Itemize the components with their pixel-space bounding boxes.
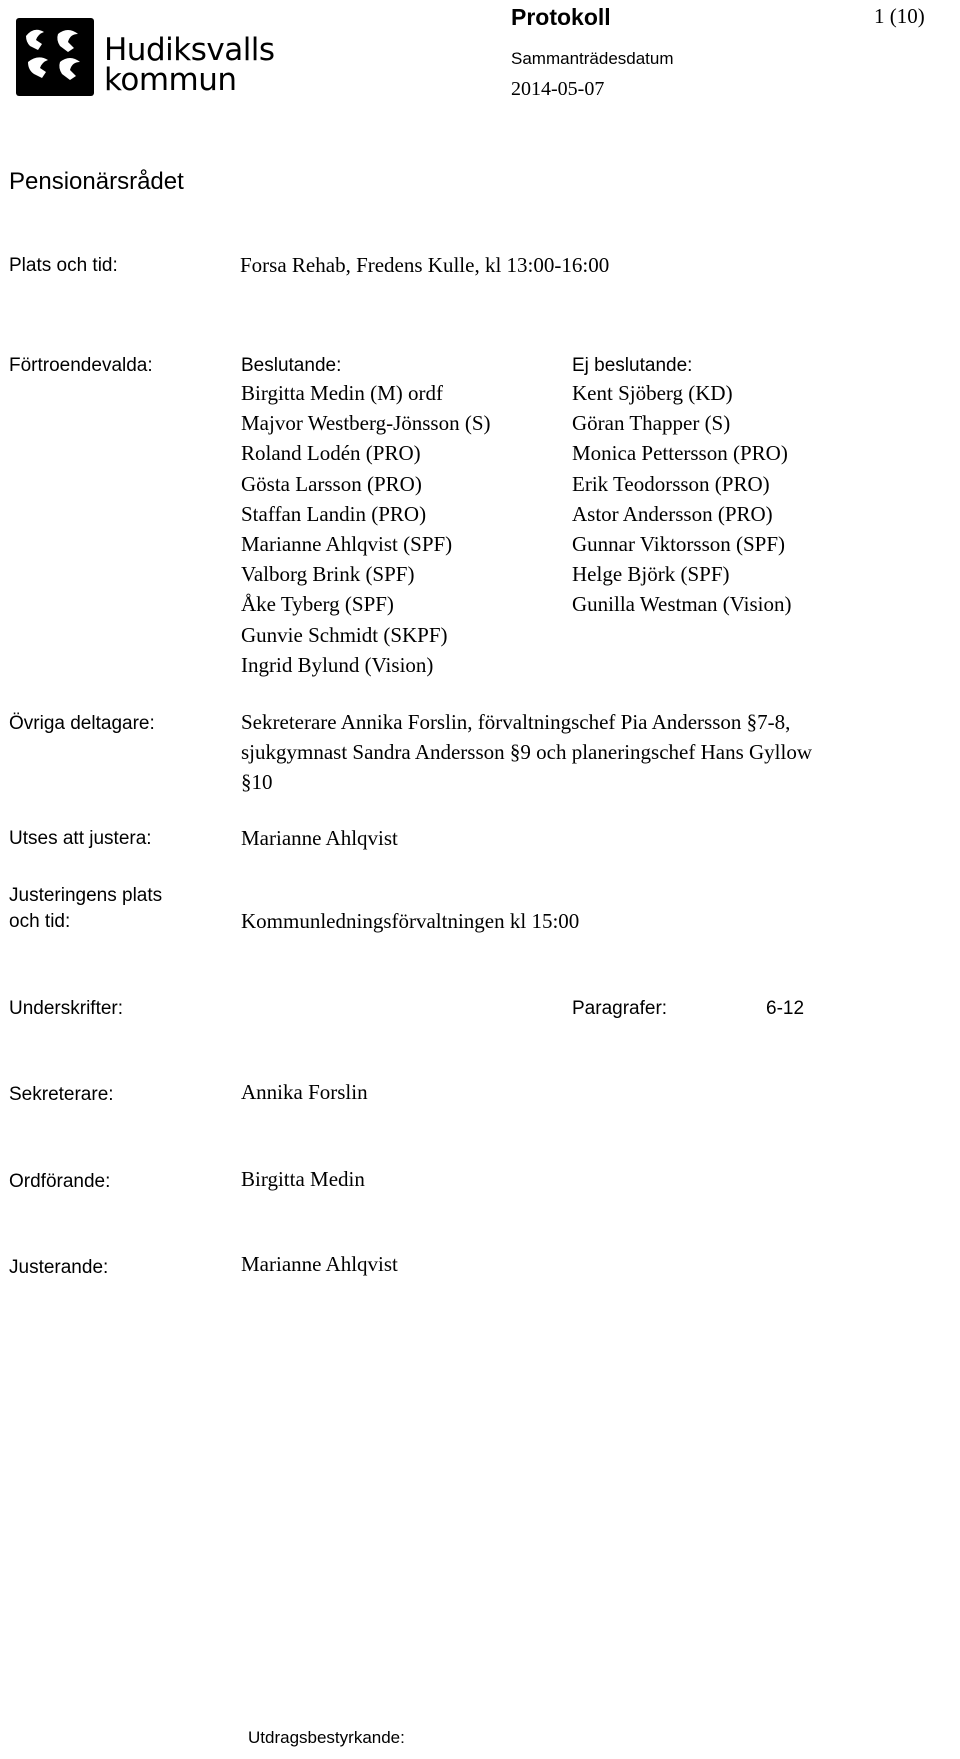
committee-name: Pensionärsrådet [9, 168, 184, 195]
chair-label: Ordförande: [9, 1171, 111, 1192]
adjuster-value: Marianne Ahlqvist [241, 826, 398, 850]
voting-member: Gösta Larsson (PRO) [241, 471, 422, 496]
nonvoting-member: Astor Andersson (PRO) [572, 501, 773, 526]
chair-name: Birgitta Medin [241, 1167, 365, 1191]
place-value: Forsa Rehab, Fredens Kulle, kl 13:00-16:00 [240, 253, 610, 277]
voting-members-list [241, 378, 491, 680]
nonvoting-member: Gunnar Viktorsson (SPF) [572, 532, 786, 557]
voting-member: Åke Tyberg (SPF) [241, 592, 394, 617]
adjust-place-label-line1: Justeringens plats [9, 885, 163, 906]
voting-member: Ingrid Bylund (Vision) [241, 652, 434, 677]
document-title: Protokoll [511, 4, 611, 30]
nonvoting-member: Gunilla Westman (Vision) [572, 592, 792, 617]
nonvoting-member: Erik Teodorsson (PRO) [572, 471, 770, 496]
page-number: 1 (10) [874, 4, 925, 28]
extract-certification-label: Utdragsbestyrkande: [248, 1728, 405, 1747]
meeting-date-value: 2014-05-07 [511, 78, 605, 100]
goat-crest-icon [16, 18, 94, 96]
adjuster-sign-name: Marianne Ahlqvist [241, 1252, 398, 1276]
nonvoting-member: Monica Pettersson (PRO) [572, 441, 788, 466]
meeting-date-label: Sammanträdesdatum [511, 49, 674, 68]
place-label: Plats och tid: [9, 255, 118, 276]
voting-heading: Beslutande: [241, 355, 342, 376]
members-label: Förtroendevalda: [9, 355, 153, 376]
nonvoting-member: Kent Sjöberg (KD) [572, 381, 733, 405]
adjuster-label: Utses att justera: [9, 828, 152, 849]
signatures-label: Underskrifter: [9, 998, 124, 1019]
adjust-place-label-line2: och tid: [9, 911, 71, 932]
others-line2: sjukgymnast Sandra Andersson §9 och planeringschef Hans Gyllow [241, 740, 812, 764]
nonvoting-heading: Ej beslutande: [572, 355, 693, 376]
voting-member: Marianne Ahlqvist (SPF) [241, 532, 453, 557]
voting-member: Valborg Brink (SPF) [241, 562, 415, 587]
secretary-name: Annika Forslin [241, 1080, 368, 1104]
paragraphs-value: 6-12 [766, 998, 805, 1019]
nonvoting-member: Göran Thapper (S) [572, 411, 731, 436]
logo-text-line2: kommun [104, 62, 237, 98]
adjuster-sign-label: Justerande: [9, 1257, 109, 1278]
secretary-label: Sekreterare: [9, 1084, 114, 1105]
paragraphs-label: Paragrafer: [572, 998, 668, 1019]
voting-member: Gunvie Schmidt (SKPF) [241, 622, 448, 647]
voting-member: Staffan Landin (PRO) [241, 501, 427, 526]
others-line3: §10 [241, 770, 273, 794]
nonvoting-members-list [572, 378, 791, 620]
logo-text-line1: Hudiksvalls [104, 32, 275, 68]
voting-member: Majvor Westberg-Jönsson (S) [241, 411, 491, 436]
others-line1: Sekreterare Annika Forslin, förvaltningschef Pia Andersson §7-8, [241, 710, 791, 734]
adjust-place-value: Kommunledningsförvaltningen kl 15:00 [241, 909, 580, 933]
voting-member: Birgitta Medin (M) ordf [241, 381, 444, 405]
voting-member: Roland Lodén (PRO) [241, 441, 421, 466]
others-label: Övriga deltagare: [9, 713, 155, 734]
nonvoting-member: Helge Björk (SPF) [572, 562, 730, 587]
